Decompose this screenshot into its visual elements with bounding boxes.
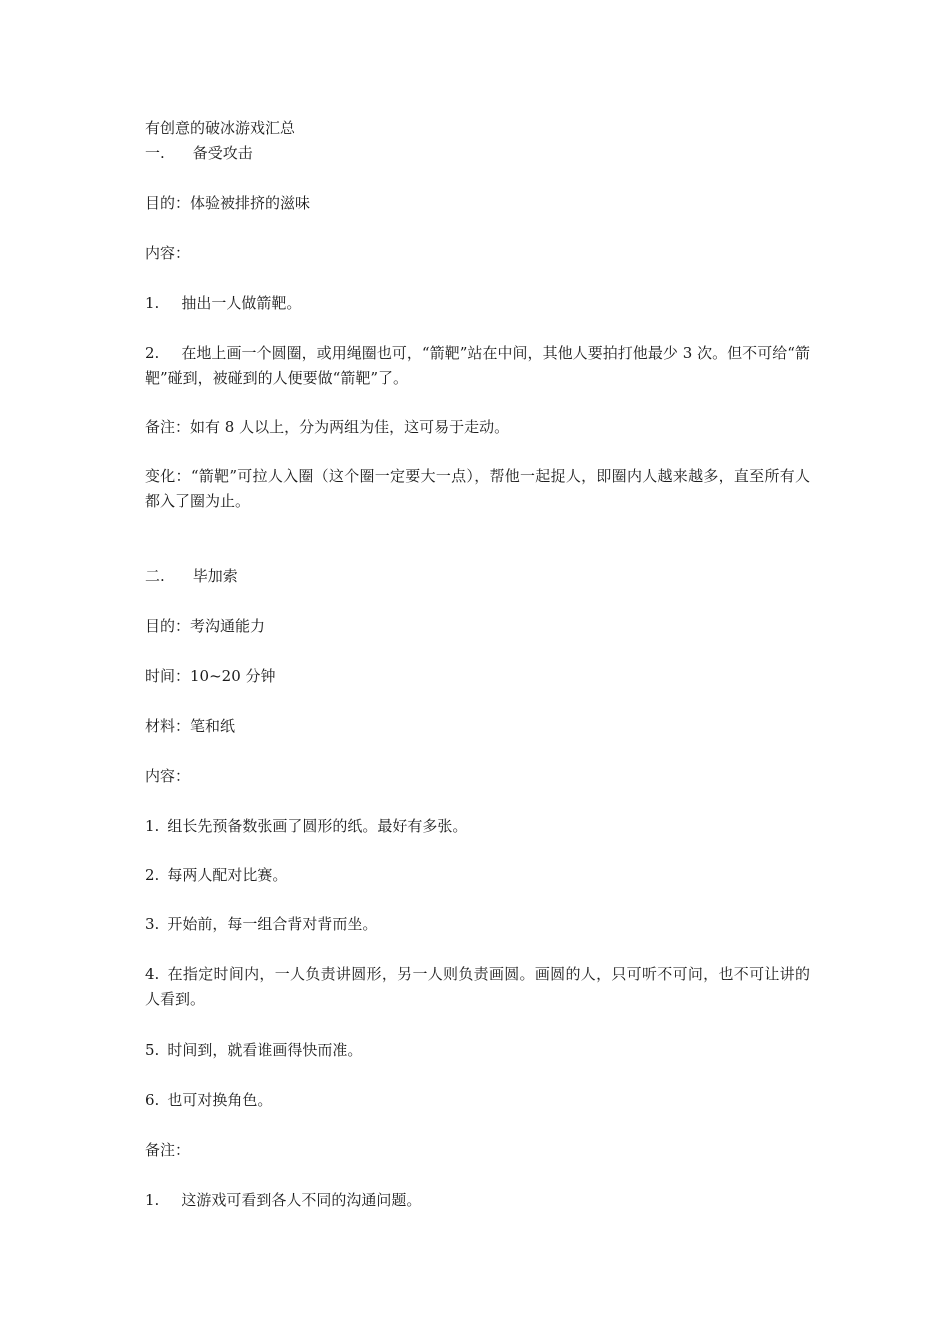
section-2-note-item (145, 1190, 810, 1210)
section-2-note-label: 备注： (145, 1141, 191, 1159)
step-text: 也可对换角色。 (167, 1091, 273, 1109)
section-1-step (145, 341, 810, 391)
step-number: 2. (145, 866, 160, 884)
section-1-title: 备受攻击 (192, 144, 253, 162)
section-2-step (145, 914, 810, 934)
section-2-time: 时间：10~20 分钟 (145, 667, 276, 685)
step-number: 3. (145, 915, 160, 933)
section-1-step (145, 293, 810, 313)
section-2-purpose: 目的：考沟通能力 (145, 617, 266, 635)
section-1-heading (145, 143, 810, 163)
section-2-step (145, 865, 810, 885)
step-text: 在指定时间内，一人负责讲圆形，另一人则负责画圆。画圆的人，只可听不可问，也不可让讲的人看到。 (145, 965, 810, 1008)
section-2-step (145, 816, 810, 836)
step-number: 1. (145, 817, 160, 835)
step-number: 6. (145, 1091, 160, 1109)
step-number: 4. (145, 965, 160, 983)
section-2-step (145, 1040, 810, 1060)
section-1-note: 备注：如有 8 人以上，分为两组为佳，这可易于走动。 (145, 418, 510, 436)
note-text: 这游戏可看到各人不同的沟通问题。 (181, 1191, 422, 1209)
step-text: 时间到，就看谁画得快而准。 (167, 1041, 363, 1059)
section-2-materials: 材料：笔和纸 (145, 717, 236, 735)
section-1-purpose: 目的：体验被排挤的滋味 (145, 194, 311, 212)
step-number: 2. (145, 344, 160, 362)
section-1-number: 一. (145, 144, 165, 162)
step-text: 抽出一人做箭靶。 (181, 294, 302, 312)
step-text: 在地上画一个圆圈，或用绳圈也可，“箭靶”站在中间，其他人要拍打他最少 3 次。但不可给“箭靶”碰到，被碰到的人便要做“箭靶”了。 (145, 344, 810, 387)
note-number: 1. (145, 1191, 160, 1209)
step-number: 5. (145, 1041, 160, 1059)
document-title: 有创意的破冰游戏汇总 (145, 119, 296, 137)
step-number: 1. (145, 294, 160, 312)
step-text: 组长先预备数张画了圆形的纸。最好有多张。 (167, 817, 468, 835)
step-text: 每两人配对比赛。 (167, 866, 288, 884)
section-2-step (145, 1090, 810, 1110)
section-1-variation: 变化：“箭靶”可拉人入圈（这个圈一定要大一点），帮他一起捉人，即圈内人越来越多，直至所有人都入了圈为止。 (145, 467, 810, 510)
section-2-title: 毕加索 (192, 567, 238, 585)
section-1-content-label: 内容： (145, 244, 191, 262)
step-text: 开始前，每一组合背对背而坐。 (167, 915, 378, 933)
section-2-step (145, 962, 810, 1012)
section-2-number: 二. (145, 567, 165, 585)
section-2-heading (145, 566, 810, 586)
section-2-content-label: 内容： (145, 767, 191, 785)
